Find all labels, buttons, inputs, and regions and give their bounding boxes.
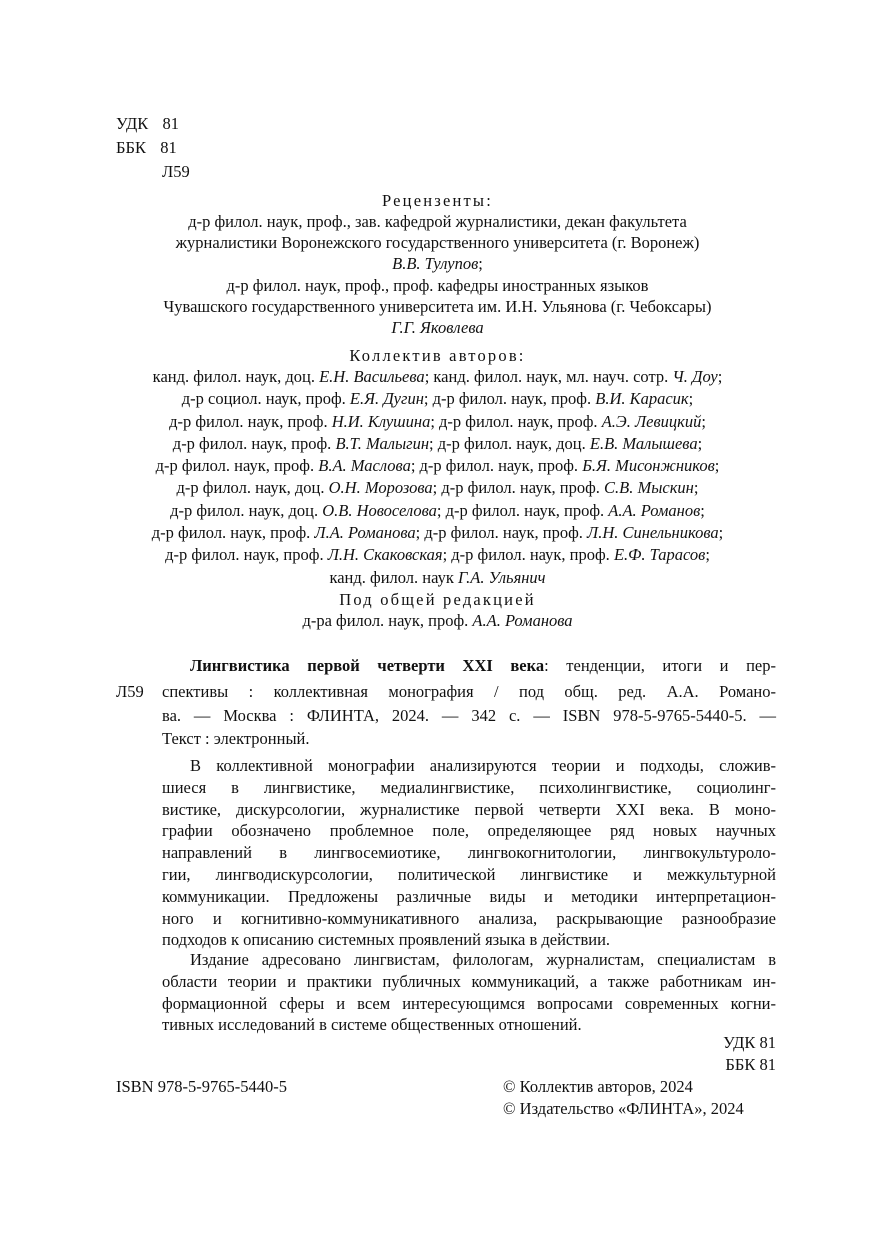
reviewer-1-line-2: журналистики Воронежского государственного университета (г. Воронеж) <box>175 233 700 252</box>
author-name: А.Э. Левицкий <box>601 411 702 431</box>
author-credentials: ; д-р филол. наук, доц. <box>429 433 590 453</box>
reviewer-2-line-2: Чувашского государственного университета им. И.Н. Ульянова (г. Чебоксары) <box>163 297 712 316</box>
author-credentials: ; <box>705 545 710 565</box>
reviewer-2-name-line <box>100 317 775 339</box>
authors-line <box>100 544 775 566</box>
abstract-line: коммуникации. Предложены различные виды и методики интерпретацион- <box>162 886 776 906</box>
author-credentials: ; <box>701 411 706 431</box>
udk-classification <box>116 113 179 135</box>
author-name: Л.Н. Синельникова <box>587 523 719 543</box>
author-name: Е.В. Малышева <box>589 433 698 453</box>
authors-line <box>100 411 775 433</box>
authors-line <box>100 388 775 410</box>
editor-line <box>100 610 775 632</box>
reviewers-heading: Рецензенты: <box>381 191 494 210</box>
book-title: Лингвистика первой четверти XXI века <box>190 656 545 675</box>
abstract-line: тивных исследований в системе общественных отношений. <box>162 1015 582 1035</box>
author-name: В.Т. Малыгин <box>335 433 430 453</box>
author-name: В.И. Карасик <box>595 389 689 409</box>
abstract-line: направлений в лингвосемиотике, лингвокогнитологии, лингвокультуроло- <box>162 843 776 863</box>
author-name: Е.Я. Дугин <box>349 389 424 409</box>
abstract-line: формационной сферы и всем интересующимся вопросами современных когни- <box>162 993 776 1013</box>
author-name: Л.А. Романова <box>314 523 416 543</box>
abstract-line: шиеся в лингвистике, медиалингвистике, психолингвистике, социолинг- <box>162 777 776 797</box>
author-name: А.А. Романов <box>608 500 701 520</box>
reviewer-2-name: Г.Г. Яковлева <box>391 318 484 337</box>
authors-line <box>100 455 775 477</box>
bibliography-author-sign: Л59 <box>116 682 144 701</box>
author-name: Ч. Доу <box>672 367 718 386</box>
editor-credentials: д-ра филол. наук, проф. <box>302 611 473 630</box>
author-credentials: д-р филол. наук, проф. <box>155 456 319 476</box>
author-credentials: ; <box>700 500 705 520</box>
copyright-authors: © Коллектив авторов, 2024 <box>503 1077 693 1096</box>
author-name: Г.А. Ульянич <box>457 567 546 587</box>
author-credentials: д-р социол. наук, проф. <box>181 389 350 409</box>
author-credentials: д-р филол. наук, проф. <box>151 523 315 543</box>
footer-bbk: ББК 81 <box>725 1055 776 1074</box>
reviewer-1-name: В.В. Тулупов <box>392 254 479 273</box>
abstract-line: Издание адресовано лингвистам, филологам, журналистам, специалистам в <box>190 950 776 969</box>
abstract-line: подходов к описанию системных проявлений языка в действии. <box>162 930 611 950</box>
author-credentials: канд. филол. наук <box>329 567 458 587</box>
isbn: ISBN 978-5-9765-5440-5 <box>116 1077 287 1096</box>
authors-line <box>100 567 775 589</box>
author-credentials: ; канд. филол. наук, мл. науч. сотр. <box>424 367 673 386</box>
author-credentials: ; д-р филол. наук, проф. <box>436 500 609 520</box>
author-credentials: ; д-р филол. наук, проф. <box>430 411 602 431</box>
author-credentials: д-р филол. наук, доц. <box>176 478 329 498</box>
author-name: Е.Н. Васильева <box>319 367 425 386</box>
author-name: С.В. Мыскин <box>604 478 694 498</box>
author-name: Л.Н. Скаковская <box>327 545 443 565</box>
authors-heading: Коллектив авторов: <box>349 346 526 365</box>
bbk-classification <box>116 137 177 159</box>
author-credentials: ; <box>697 433 703 453</box>
udk-label: УДК <box>116 114 149 133</box>
reviewer-2-line-1: д-р филол. наук, проф., проф. кафедры иностранных языков <box>226 276 649 295</box>
author-credentials: д-р филол. наук, проф. <box>165 545 328 565</box>
abstract-line: области теории и практики публичных коммуникаций, а также работникам ин- <box>162 971 776 991</box>
copyright-publisher: © Издательство «ФЛИНТА», 2024 <box>503 1099 744 1118</box>
author-credentials: ; д-р филол. наук, проф. <box>442 545 614 565</box>
author-credentials: ; д-р филол. наук, проф. <box>423 389 596 409</box>
author-credentials: д-р филол. наук, проф. <box>172 433 336 453</box>
author-credentials: ; <box>714 456 720 476</box>
author-credentials: ; д-р филол. наук, проф. <box>415 523 588 543</box>
editor-heading: Под общей редакцией <box>339 590 536 609</box>
author-credentials: канд. филол. наук, доц. <box>152 367 320 386</box>
bbk-label: ББК <box>116 138 146 157</box>
udk-value: 81 <box>162 114 180 133</box>
author-credentials: ; <box>688 389 694 409</box>
author-sign: Л59 <box>162 162 190 181</box>
author-name: О.В. Новоселова <box>322 500 437 520</box>
editor-name: А.А. Романова <box>472 611 573 630</box>
book-subtitle: : тенденции, итоги и пер- <box>544 656 776 675</box>
authors-line <box>100 500 775 522</box>
author-name: Б.Я. Мисонжников <box>582 456 715 476</box>
abstract-line: ного и когнитивно-коммуникативного анализа, раскрывающие разнообразие <box>162 908 776 928</box>
authors-line <box>100 477 775 499</box>
bibliography-line-2: спективы : коллективная монография / под общ. ред. А.А. Романо- <box>162 682 776 701</box>
bibliography-line-4: Текст : электронный. <box>162 729 310 748</box>
bibliography-line-1 <box>190 655 776 677</box>
author-credentials: ; д-р филол. наук, проф. <box>432 478 605 498</box>
author-name: Н.И. Клушина <box>331 411 431 431</box>
abstract-line: гии, лингводискурсологии, политической лингвистике и межкультурной <box>162 865 776 884</box>
author-credentials: ; <box>718 523 724 543</box>
reviewer-separator: ; <box>478 254 483 273</box>
author-credentials: д-р филол. наук, проф. <box>169 411 332 431</box>
author-name: В.А. Маслова <box>318 456 411 476</box>
authors-list <box>100 366 775 589</box>
reviewer-1-name-line <box>100 253 775 275</box>
authors-line <box>100 433 775 455</box>
author-name: О.Н. Морозова <box>328 478 433 498</box>
reviewer-1-line-1: д-р филол. наук, проф., зав. кафедрой журналистики, декан факультета <box>188 212 687 231</box>
author-credentials: ; <box>717 367 723 386</box>
author-name: Е.Ф. Тарасов <box>613 545 706 565</box>
abstract-line: вистике, дискурсологии, журналистике первой четверти XXI века. В моно- <box>162 799 776 819</box>
author-credentials: ; <box>693 478 699 498</box>
bibliography-line-3: ва. — Москва : ФЛИНТА, 2024. — 342 с. — ISBN 978-5-9765-5440-5. — <box>162 706 776 725</box>
author-credentials: д-р филол. наук, доц. <box>170 500 323 520</box>
footer-udk: УДК 81 <box>723 1033 776 1052</box>
authors-line <box>100 366 775 388</box>
author-credentials: ; д-р филол. наук, проф. <box>410 456 583 476</box>
authors-line <box>100 522 775 544</box>
abstract-line: графии обозначено проблемное поле, определяющее ряд новых научных <box>162 821 776 841</box>
abstract-line: В коллективной монографии анализируются теории и подходы, сложив- <box>190 756 776 775</box>
bbk-value: 81 <box>160 138 177 157</box>
